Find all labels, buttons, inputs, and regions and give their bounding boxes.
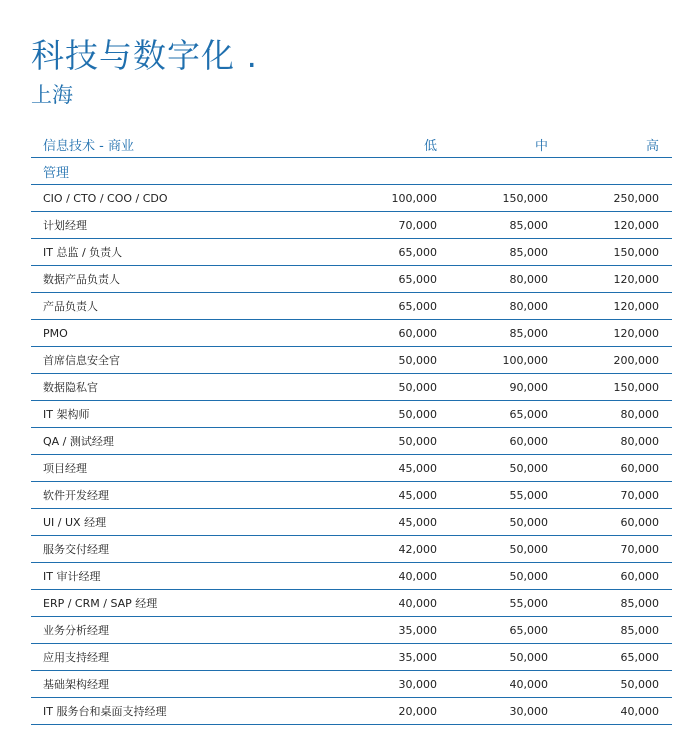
table-row	[31, 347, 672, 374]
low-value: 65,000	[398, 299, 437, 313]
low-value: 40,000	[398, 596, 437, 610]
role-name: IT 架构师	[43, 408, 90, 421]
low-value: 70,000	[398, 218, 437, 232]
role-name: ERP / CRM / SAP 经理	[43, 597, 158, 610]
mid-value: 50,000	[509, 542, 548, 556]
table-row	[31, 428, 672, 455]
high-value: 65,000	[620, 650, 659, 664]
role-name: IT 审计经理	[43, 570, 101, 583]
high-value: 50,000	[620, 677, 659, 691]
high-value: 200,000	[613, 353, 659, 367]
high-value: 250,000	[613, 191, 659, 205]
mid-value: 50,000	[509, 569, 548, 583]
mid-value: 85,000	[509, 218, 548, 232]
mid-value: 150,000	[502, 191, 548, 205]
low-value: 45,000	[398, 488, 437, 502]
low-value: 42,000	[398, 542, 437, 556]
low-value: 20,000	[398, 704, 437, 718]
role-name: 计划经理	[43, 219, 87, 232]
role-name: 软件开发经理	[43, 489, 109, 502]
mid-value: 55,000	[509, 596, 548, 610]
table-row	[31, 671, 672, 698]
high-value: 120,000	[613, 218, 659, 232]
low-value: 100,000	[391, 191, 437, 205]
high-value: 60,000	[620, 515, 659, 529]
role-name: 应用支持经理	[43, 651, 109, 664]
table-row	[31, 590, 672, 617]
mid-value: 65,000	[509, 623, 548, 637]
high-value: 150,000	[613, 380, 659, 394]
mid-value: 30,000	[509, 704, 548, 718]
role-name: UI / UX 经理	[43, 516, 107, 529]
mid-value: 80,000	[509, 299, 548, 313]
table-row	[31, 563, 672, 590]
role-name: 项目经理	[43, 462, 87, 475]
low-value: 65,000	[398, 245, 437, 259]
table-row	[31, 455, 672, 482]
salary-table	[31, 131, 672, 725]
role-name: 业务分析经理	[43, 624, 109, 637]
table-row	[31, 617, 672, 644]
mid-value: 50,000	[509, 650, 548, 664]
high-value: 60,000	[620, 461, 659, 475]
mid-value: 55,000	[509, 488, 548, 502]
table-row	[31, 293, 672, 320]
role-name: IT 服务台和桌面支持经理	[43, 705, 167, 718]
table-row	[31, 482, 672, 509]
table-row	[31, 401, 672, 428]
mid-value: 100,000	[502, 353, 548, 367]
role-name: 服务交付经理	[43, 543, 109, 556]
high-value: 80,000	[620, 434, 659, 448]
high-value: 70,000	[620, 488, 659, 502]
table-row	[31, 698, 672, 725]
table-row	[31, 374, 672, 401]
low-value: 45,000	[398, 461, 437, 475]
high-value: 120,000	[613, 299, 659, 313]
high-value: 60,000	[620, 569, 659, 583]
mid-value: 50,000	[509, 461, 548, 475]
high-value: 120,000	[613, 272, 659, 286]
header-category: 信息技术 - 商业	[43, 138, 134, 154]
role-name: CIO / CTO / COO / CDO	[43, 191, 168, 205]
role-name: QA / 测试经理	[43, 435, 114, 448]
high-value: 70,000	[620, 542, 659, 556]
mid-value: 40,000	[509, 677, 548, 691]
low-value: 65,000	[398, 272, 437, 286]
high-value: 40,000	[620, 704, 659, 718]
role-name: 基础架构经理	[43, 678, 109, 691]
mid-value: 90,000	[509, 380, 548, 394]
table-row	[31, 536, 672, 563]
mid-value: 85,000	[509, 326, 548, 340]
high-value: 120,000	[613, 326, 659, 340]
table-row	[31, 644, 672, 671]
low-value: 40,000	[398, 569, 437, 583]
low-value: 50,000	[398, 407, 437, 421]
header-high: 高	[645, 138, 659, 154]
page-title: 科技与数字化 .	[31, 36, 258, 75]
table-row	[31, 212, 672, 239]
header-mid: 中	[534, 138, 548, 154]
low-value: 35,000	[398, 623, 437, 637]
table-row	[31, 320, 672, 347]
low-value: 60,000	[398, 326, 437, 340]
low-value: 50,000	[398, 380, 437, 394]
table-row	[31, 239, 672, 266]
table-row	[31, 185, 672, 212]
role-name: PMO	[43, 326, 68, 340]
table-row	[31, 509, 672, 536]
table-row	[31, 266, 672, 293]
mid-value: 60,000	[509, 434, 548, 448]
high-value: 85,000	[620, 596, 659, 610]
low-value: 50,000	[398, 353, 437, 367]
high-value: 85,000	[620, 623, 659, 637]
table-header	[31, 131, 672, 158]
page-subtitle: 上海	[31, 83, 73, 107]
table-body	[31, 185, 672, 725]
mid-value: 65,000	[509, 407, 548, 421]
high-value: 150,000	[613, 245, 659, 259]
section-heading	[31, 158, 672, 185]
high-value: 80,000	[620, 407, 659, 421]
low-value: 30,000	[398, 677, 437, 691]
role-name: 产品负责人	[43, 300, 98, 313]
low-value: 50,000	[398, 434, 437, 448]
role-name: 数据隐私官	[43, 381, 98, 394]
mid-value: 50,000	[509, 515, 548, 529]
low-value: 45,000	[398, 515, 437, 529]
mid-value: 85,000	[509, 245, 548, 259]
role-name: 首席信息安全官	[43, 354, 120, 367]
mid-value: 80,000	[509, 272, 548, 286]
role-name: 数据产品负责人	[43, 273, 120, 286]
role-name: IT 总监 / 负责人	[43, 246, 123, 259]
section-label: 管理	[43, 165, 70, 181]
header-low: 低	[423, 138, 437, 154]
low-value: 35,000	[398, 650, 437, 664]
